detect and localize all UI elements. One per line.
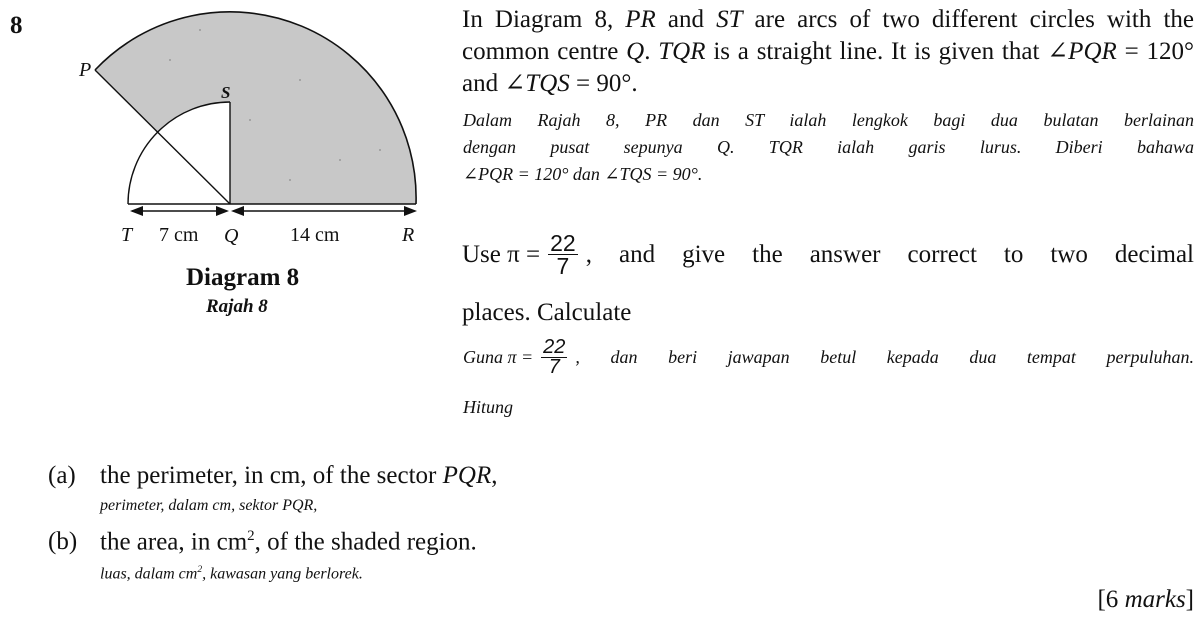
stem-malay-line: ∠PQR = 120° dan ∠TQS = 90°. (463, 164, 703, 184)
label-TQ-length: 7 cm (159, 224, 199, 246)
arrowhead-T (130, 206, 143, 216)
question-stem-malay (463, 107, 1194, 188)
question-number: 8 (10, 12, 23, 39)
question-stem-english: In Diagram 8, PR and ST are arcs of two different circles with the common centre Q. TQR is a straight line. It is given that ∠PQR = 120° and ∠TQS = 90°. (462, 6, 1194, 97)
part-b-label: (b) (48, 528, 78, 555)
label-Q: Q (224, 225, 239, 247)
pi-fraction-malay: $\frac{22}{7}$ (543, 336, 566, 378)
use-pi-text: Use π = (462, 240, 541, 268)
fraction-denominator: 7 (556, 253, 570, 279)
part-a-text-malay: perimeter, dalam cm, sektor PQR, (100, 497, 318, 514)
instruction-hitung: Hitung (463, 397, 514, 417)
part-b-text: the area, in $cm^2$, of the shaded region. (100, 528, 477, 556)
arrowhead-Q-left (216, 206, 229, 216)
diagram-caption: Diagram 8 (186, 264, 300, 291)
instruction-rest: , and give the answer correct to two decimal (585, 240, 1194, 268)
label-P: P (79, 59, 92, 81)
label-R: R (402, 224, 415, 246)
guna-pi-text: Guna π = (463, 347, 534, 367)
stem-malay-line: Dalam Rajah 8, PR dan ST ialah lengkok bagi dua bulatan berlainan (463, 110, 1194, 130)
part-a-label: (a) (48, 462, 76, 489)
instruction-malay (463, 338, 1194, 377)
instruction-line-2: places. Calculate (462, 299, 632, 326)
marks-allocation: [6 marks] (1097, 586, 1194, 613)
instruction-malay-rest: , dan beri jawapan betul kepada dua tempat perpuluhan. (575, 347, 1194, 367)
part-b-text-malay: luas, dalam $cm^2$, kawasan yang berlorek. (100, 564, 363, 583)
pi-fraction (548, 232, 578, 277)
instruction-english (462, 232, 1194, 277)
label-S: S (221, 83, 231, 102)
label-QR-length: 14 cm (290, 224, 340, 246)
part-a-text: the perimeter, in cm, of the sector PQR, (100, 462, 498, 489)
arrowhead-Q-right (231, 206, 244, 216)
arrowhead-R (404, 206, 417, 216)
label-T: T (121, 224, 133, 246)
stem-malay-line: dengan pusat sepunya Q. TQR ialah garis lurus. Diberi bahawa (463, 137, 1194, 157)
diagram-caption-malay: Rajah 8 (206, 296, 268, 317)
fraction-numerator: 22 (550, 230, 576, 256)
